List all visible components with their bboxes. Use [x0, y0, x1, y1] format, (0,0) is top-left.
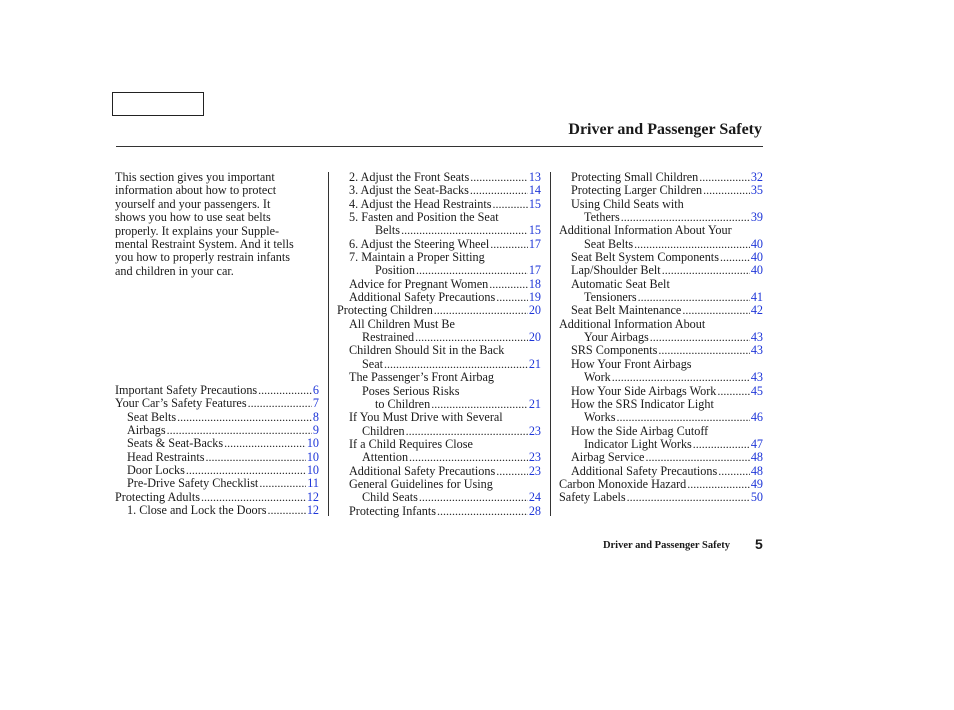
dot-leader	[718, 465, 750, 478]
toc-entry-label: 5. Fasten and Position the Seat	[349, 210, 499, 225]
dot-leader	[617, 411, 750, 424]
toc-entry-label: Seats & Seat-Backs	[127, 436, 224, 451]
toc-entry	[559, 291, 763, 304]
intro-line: and children in your car.	[115, 263, 234, 278]
dot-leader	[419, 491, 528, 504]
toc-entry	[337, 465, 541, 478]
intro-line: mental Restraint System. And it tells	[115, 237, 294, 252]
toc-entry-label: Seat Belts	[584, 236, 634, 251]
toc-entry-continued	[337, 411, 541, 424]
toc-entry-label: Lap/Shoulder Belt	[571, 263, 661, 278]
toc-entry	[337, 224, 541, 237]
toc-entry	[337, 171, 541, 184]
toc-page-link[interactable]: 23	[528, 463, 541, 478]
dot-leader	[699, 171, 750, 184]
toc-page-link[interactable]: 15	[528, 223, 541, 238]
dot-leader	[682, 304, 749, 317]
toc-entry-label: Advice for Pregnant Women	[349, 276, 489, 291]
dot-leader	[621, 211, 750, 224]
intro-line: you how to properly restrain infants	[115, 250, 290, 265]
dot-leader	[437, 505, 528, 518]
toc-entry-label: How the Side Airbag Cutoff	[571, 423, 709, 438]
toc-entry	[559, 451, 763, 464]
toc-entry-label: 3. Adjust the Seat-Backs	[349, 183, 469, 198]
toc-entry-continued	[337, 438, 541, 451]
dot-leader	[645, 451, 749, 464]
dot-leader	[650, 331, 750, 344]
dot-leader	[201, 491, 306, 504]
toc-entry	[337, 264, 541, 277]
toc-entry	[559, 438, 763, 451]
dot-leader	[416, 264, 528, 277]
toc-entry	[115, 411, 319, 424]
toc-entry-label: Protecting Infants	[349, 503, 436, 518]
toc-page-link[interactable]: 23	[528, 423, 541, 438]
toc-entry-label: Safety Labels	[559, 490, 626, 505]
toc-entry-label: 2. Adjust the Front Seats	[349, 170, 470, 184]
toc-page-link[interactable]: 35	[750, 183, 763, 198]
toc-entry-label: 1. Close and Lock the Doors	[127, 503, 267, 518]
toc-entry	[115, 424, 319, 437]
toc-entry-label: 7. Maintain a Proper Sitting	[349, 250, 485, 265]
toc-entry	[559, 411, 763, 424]
toc-entry-label: Your Airbags	[584, 330, 649, 345]
toc-entry	[337, 278, 541, 291]
toc-entry	[559, 371, 763, 384]
toc-entry	[115, 477, 319, 490]
dot-leader	[415, 331, 528, 344]
toc-page-link[interactable]: 10	[306, 436, 319, 451]
toc-entry	[559, 385, 763, 398]
dot-leader	[693, 438, 750, 451]
dot-leader	[409, 451, 528, 464]
toc-entry-continued	[337, 251, 541, 264]
toc-entry	[559, 238, 763, 251]
toc-entry-label: Tethers	[584, 210, 620, 225]
toc-page-link[interactable]: 19	[528, 290, 541, 305]
toc-entry-continued	[337, 385, 541, 398]
toc-page-link[interactable]: 41	[750, 290, 763, 305]
toc-entry	[337, 425, 541, 438]
toc-entry-label: Door Locks	[127, 463, 185, 478]
toc-entry-label: Protecting Children	[337, 303, 433, 318]
toc-entry-label: Children	[362, 423, 405, 438]
dot-leader	[177, 411, 312, 424]
toc-entry-label: If a Child Requires Close	[349, 436, 473, 451]
toc-entry	[559, 344, 763, 357]
toc-page-link[interactable]: 8	[312, 409, 319, 424]
toc-entry-label: Protecting Larger Children	[571, 183, 703, 198]
toc-page-link[interactable]: 48	[750, 450, 763, 465]
toc-entry	[337, 398, 541, 411]
toc-entry-label: Carbon Monoxide Hazard	[559, 476, 687, 491]
toc-page-link[interactable]: 24	[528, 490, 541, 505]
toc-page-link[interactable]: 32	[750, 170, 763, 184]
toc-entry-continued	[337, 371, 541, 384]
toc-entry-label: Restrained	[362, 330, 415, 345]
toc-entry	[337, 238, 541, 251]
toc-entry-label: General Guidelines for Using	[349, 476, 493, 491]
dot-leader	[470, 171, 528, 184]
dot-leader	[638, 291, 750, 304]
toc-page-link[interactable]: 40	[750, 250, 763, 265]
intro-line: shows you how to use seat belts	[115, 210, 271, 225]
toc-entry-label: Airbags	[127, 423, 166, 438]
toc-entry-label: How Your Front Airbags	[571, 356, 692, 371]
dot-leader	[167, 424, 312, 437]
toc-entry-label: 4. Adjust the Head Restraints	[349, 196, 492, 211]
toc-page-link[interactable]: 13	[528, 170, 541, 184]
dot-leader	[259, 477, 306, 490]
toc-page-link[interactable]: 11	[307, 476, 319, 491]
toc-entry-continued	[559, 425, 763, 438]
toc-entry-label: Seat Belts	[127, 409, 177, 424]
toc-entry	[559, 251, 763, 264]
toc-page-link[interactable]: 28	[528, 503, 541, 518]
dot-leader	[384, 358, 528, 371]
toc-column-2	[337, 171, 541, 518]
toc-page-link[interactable]: 15	[528, 196, 541, 211]
toc-page-link[interactable]: 20	[528, 330, 541, 345]
toc-entry-label: Seat	[362, 356, 383, 371]
intro-line: information about how to protect	[115, 183, 277, 198]
toc-entry-label: SRS Components	[571, 343, 658, 358]
toc-entry-label: Additional Safety Precautions	[349, 290, 496, 305]
toc-page-link[interactable]: 17	[528, 263, 541, 278]
toc-entry	[115, 397, 319, 410]
toc-entry-label: to Children	[375, 396, 431, 411]
dot-leader	[431, 398, 528, 411]
intro-line: properly. It explains your Supple-	[115, 223, 280, 238]
toc-entry	[337, 198, 541, 211]
toc-entry	[337, 491, 541, 504]
title-rule	[116, 146, 763, 147]
toc-entry-label: Position	[375, 263, 415, 278]
toc-page-link[interactable]: 14	[528, 183, 541, 198]
toc-entry-continued	[559, 198, 763, 211]
dot-leader	[248, 397, 312, 410]
toc-entry	[115, 384, 319, 397]
toc-page-link[interactable]: 46	[750, 410, 763, 425]
column-divider	[550, 172, 551, 516]
toc-page-link[interactable]: 12	[306, 503, 319, 518]
dot-leader	[470, 184, 528, 197]
toc-entry-label: Additional Information About Your	[559, 223, 732, 238]
page-title: Driver and Passenger Safety	[568, 121, 762, 138]
toc-entry	[559, 331, 763, 344]
section-tab-box	[112, 92, 204, 116]
dot-leader	[489, 278, 528, 291]
dot-leader	[206, 451, 306, 464]
toc-page-link[interactable]: 17	[528, 236, 541, 251]
toc-page-link[interactable]: 23	[528, 450, 541, 465]
toc-entry-label: Attention	[362, 450, 409, 465]
intro-line: This section gives you important	[115, 170, 275, 184]
toc-page-link[interactable]: 42	[750, 303, 763, 318]
dot-leader	[224, 437, 306, 450]
toc-entry-continued	[337, 211, 541, 224]
dot-leader	[434, 304, 528, 317]
toc-entry-label: Protecting Adults	[115, 489, 200, 504]
dot-leader	[627, 491, 750, 504]
toc-entry	[337, 451, 541, 464]
dot-leader	[186, 464, 306, 477]
toc-entry-label: Tensioners	[584, 290, 637, 305]
toc-page-link[interactable]: 20	[528, 303, 541, 318]
toc-page-link[interactable]: 40	[750, 236, 763, 251]
toc-entry-continued	[559, 398, 763, 411]
toc-entry-label: Pre-Drive Safety Checklist	[127, 476, 259, 491]
toc-entry-label: How the SRS Indicator Light	[571, 396, 714, 411]
toc-entry-label: Indicator Light Works	[584, 436, 692, 451]
toc-entry-label: Work	[584, 370, 611, 385]
toc-entry-label: If You Must Drive with Several	[349, 410, 503, 425]
toc-entry-label: The Passenger’s Front Airbag	[349, 370, 494, 385]
dot-leader	[258, 384, 312, 397]
toc-entry	[559, 211, 763, 224]
toc-entry-label: Child Seats	[362, 490, 418, 505]
toc-entry	[559, 264, 763, 277]
toc-entry-label: Additional Information About	[559, 316, 706, 331]
dot-leader	[717, 385, 749, 398]
toc-entry-continued	[559, 358, 763, 371]
toc-entry	[559, 491, 763, 504]
dot-leader	[493, 198, 528, 211]
toc-page-link[interactable]: 43	[750, 330, 763, 345]
toc-entry	[115, 504, 319, 517]
toc-page-link[interactable]: 7	[312, 396, 319, 411]
column-divider	[328, 172, 329, 516]
toc-page-link[interactable]: 10	[306, 463, 319, 478]
toc-entry-continued	[337, 478, 541, 491]
toc-entry-label: 6. Adjust the Steering Wheel	[349, 236, 490, 251]
toc-page-link[interactable]: 48	[750, 463, 763, 478]
toc-entry-label: Using Child Seats with	[571, 196, 684, 211]
toc-entry-label: Important Safety Precautions	[115, 383, 258, 397]
dot-leader	[703, 184, 750, 197]
intro-paragraph	[115, 171, 325, 278]
footer-section-label: Driver and Passenger Safety	[602, 540, 730, 551]
toc-entry-label: Airbag Service	[571, 450, 645, 465]
toc-page-link[interactable]: 40	[750, 263, 763, 278]
toc-entry	[559, 465, 763, 478]
toc-entry-label: Your Car’s Safety Features	[115, 396, 247, 411]
toc-entry-label: Works	[584, 410, 616, 425]
toc-page-link[interactable]: 47	[750, 436, 763, 451]
toc-entry	[337, 358, 541, 371]
toc-entry	[337, 291, 541, 304]
toc-entry	[559, 171, 763, 184]
dot-leader	[634, 238, 750, 251]
toc-entry-label: Children Should Sit in the Back	[349, 343, 505, 358]
dot-leader	[662, 264, 750, 277]
dot-leader	[687, 478, 750, 491]
toc-entry-label: Seat Belt Maintenance	[571, 303, 682, 318]
dot-leader	[401, 224, 528, 237]
toc-entry-continued	[559, 278, 763, 291]
toc-page-link[interactable]: 10	[306, 449, 319, 464]
toc-entry-continued	[559, 224, 763, 237]
toc-entry	[115, 437, 319, 450]
toc-column-3	[559, 171, 763, 505]
toc-entry	[559, 304, 763, 317]
toc-column-1	[115, 384, 319, 517]
toc-entry	[337, 505, 541, 518]
toc-page-link[interactable]: 43	[750, 343, 763, 358]
page-number: 5	[755, 536, 763, 552]
toc-entry-label: Head Restraints	[127, 449, 205, 464]
toc-entry	[115, 464, 319, 477]
dot-leader	[720, 251, 750, 264]
toc-entry-continued	[337, 318, 541, 331]
toc-entry-continued	[337, 344, 541, 357]
dot-leader	[406, 425, 528, 438]
toc-entry	[337, 331, 541, 344]
toc-page-link[interactable]: 21	[528, 356, 541, 371]
toc-entry	[115, 491, 319, 504]
toc-entry-label: How Your Side Airbags Work	[571, 383, 717, 398]
toc-page-link[interactable]: 12	[306, 489, 319, 504]
toc-page-link[interactable]: 45	[750, 383, 763, 398]
toc-entry-label: All Children Must Be	[349, 316, 455, 331]
dot-leader	[496, 465, 528, 478]
toc-page-link[interactable]: 6	[312, 383, 319, 397]
toc-entry-label: Automatic Seat Belt	[571, 276, 670, 291]
toc-page-link[interactable]: 18	[528, 276, 541, 291]
toc-entry-label: Belts	[375, 223, 401, 238]
toc-entry	[337, 184, 541, 197]
toc-page-link[interactable]: 49	[750, 476, 763, 491]
dot-leader	[490, 238, 528, 251]
dot-leader	[658, 344, 749, 357]
toc-page-link[interactable]: 21	[528, 396, 541, 411]
dot-leader	[612, 371, 750, 384]
dot-leader	[496, 291, 528, 304]
dot-leader	[267, 504, 305, 517]
toc-entry-label: Additional Safety Precautions	[349, 463, 496, 478]
toc-entry	[559, 478, 763, 491]
toc-entry-label: Poses Serious Risks	[362, 383, 460, 398]
toc-entry-continued	[559, 318, 763, 331]
toc-entry	[337, 304, 541, 317]
toc-entry	[115, 451, 319, 464]
toc-page-link[interactable]: 9	[312, 423, 319, 438]
toc-entry-label: Seat Belt System Components	[571, 250, 719, 265]
intro-line: yourself and your passengers. It	[115, 196, 271, 211]
toc-page-link[interactable]: 43	[750, 370, 763, 385]
toc-entry-label: Additional Safety Precautions	[571, 463, 718, 478]
toc-entry	[559, 184, 763, 197]
toc-entry-label: Protecting Small Children	[571, 170, 699, 184]
toc-page-link[interactable]: 39	[750, 210, 763, 225]
toc-page-link[interactable]: 50	[750, 490, 763, 505]
